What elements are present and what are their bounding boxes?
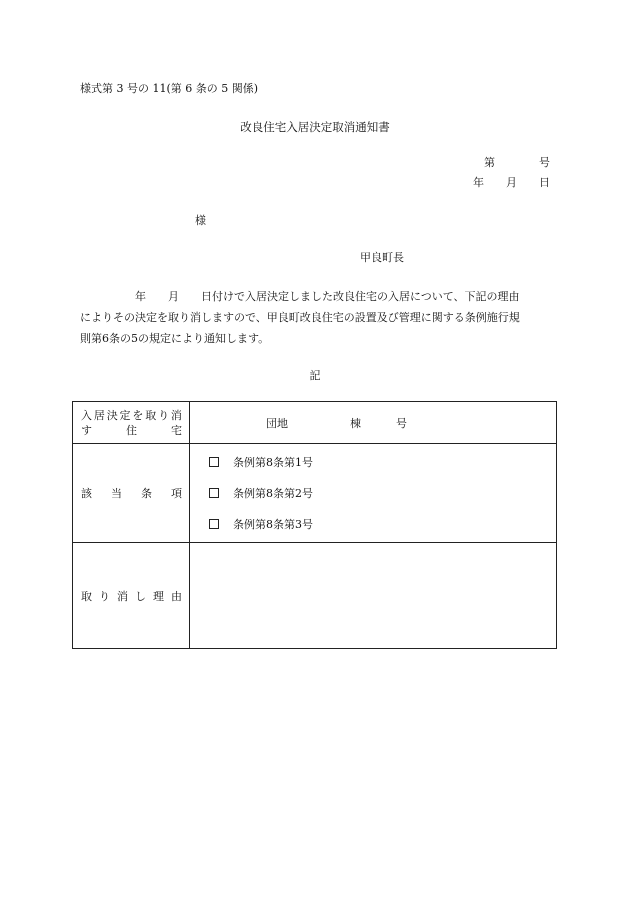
cancellation-table — [72, 401, 557, 649]
checkbox-icon[interactable] — [209, 488, 219, 498]
label-housing-line2: す 住 宅 — [81, 423, 182, 437]
issuer-name: 甲良町長 — [360, 251, 404, 264]
document-number — [484, 157, 550, 168]
body-line-3: 則第6条の5の規定により通知します。 — [80, 332, 270, 345]
document-title: 改良住宅入居決定取消通知書 — [240, 120, 390, 134]
date-year: 年 — [473, 176, 484, 189]
danchi-label: 団地 — [266, 416, 288, 430]
table-row-clauses — [73, 444, 557, 543]
clause-item-1[interactable]: 条例第8条第1号 — [209, 447, 556, 478]
issue-date — [473, 177, 550, 188]
label-housing — [73, 402, 190, 444]
clause-item-3[interactable]: 条例第8条第3号 — [209, 509, 556, 540]
mune-label: 棟 — [350, 416, 361, 430]
housing-field[interactable] — [190, 402, 557, 444]
body-paragraph — [80, 286, 556, 349]
label-housing-line1: 入 居 決 定 を 取 り 消 — [81, 408, 182, 422]
table-row-reason — [73, 543, 557, 649]
form-number: 様式第 3 号の 11(第 6 条の 5 関係) — [80, 82, 259, 95]
clause-item-2[interactable]: 条例第8条第2号 — [209, 478, 556, 509]
clauses-cell — [190, 444, 557, 543]
addressee-honorific: 様 — [195, 214, 206, 227]
go-label: 号 — [396, 416, 407, 430]
document-number-go: 号 — [539, 156, 550, 169]
body-line-1: 年 月 日付けで入居決定しました改良住宅の入居について、下記の理由 — [80, 290, 520, 303]
checkbox-icon[interactable] — [209, 519, 219, 529]
date-day: 日 — [539, 176, 550, 189]
label-reason: 取 り 消 し 理 由 — [73, 543, 190, 649]
document-number-dai: 第 — [484, 156, 495, 169]
checkbox-icon[interactable] — [209, 457, 219, 467]
reason-field[interactable] — [190, 543, 557, 649]
table-row-housing — [73, 402, 557, 444]
ki-heading: 記 — [309, 369, 321, 382]
date-month: 月 — [506, 176, 517, 189]
label-clauses: 該 当 条 項 — [73, 444, 190, 543]
body-line-2: によりその決定を取り消しますので、甲良町改良住宅の設置及び管理に関する条例施行規 — [80, 311, 520, 324]
